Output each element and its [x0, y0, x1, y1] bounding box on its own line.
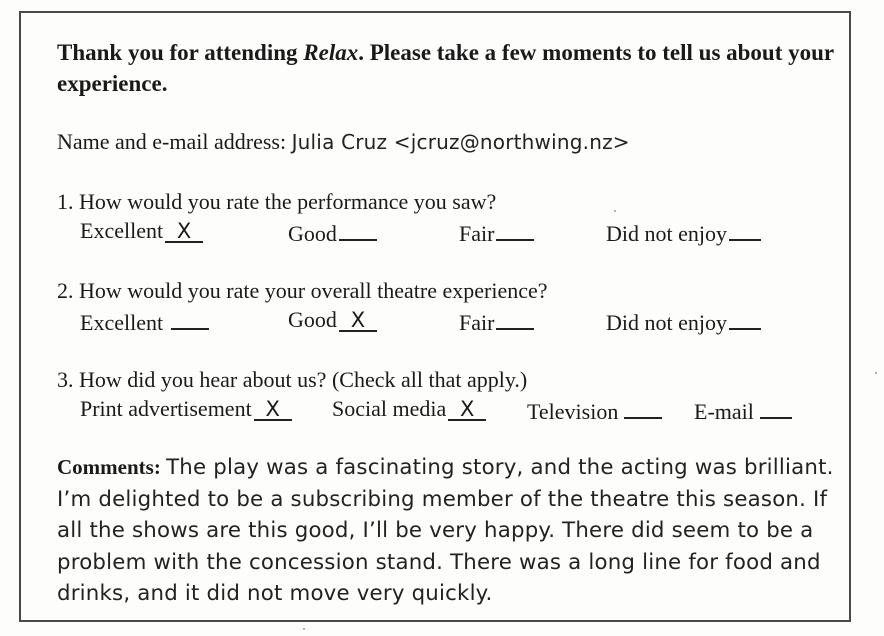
q2-option-did-not-enjoy[interactable]: [606, 306, 761, 337]
scan-speck: [614, 210, 616, 212]
intro-suffix: . Please take a few moments to tell us about your experience.: [57, 40, 834, 96]
q2-option-good[interactable]: [288, 306, 377, 334]
option-label: Did not enjoy: [606, 221, 727, 246]
answer-blank[interactable]: [760, 395, 792, 419]
option-label: Good: [288, 221, 337, 246]
q2-option-fair[interactable]: [459, 306, 534, 337]
scan-speck: [875, 372, 877, 374]
scan-speck: [303, 628, 305, 630]
q3-option-social-media[interactable]: [332, 395, 486, 423]
check-mark: X: [176, 219, 192, 243]
show-title: Relax: [303, 40, 359, 65]
answer-blank[interactable]: [254, 397, 292, 421]
option-label: Print advertisement: [80, 396, 252, 421]
intro-text: [57, 37, 847, 99]
q1-option-excellent[interactable]: [80, 217, 203, 245]
check-mark: X: [460, 397, 475, 421]
question-3-text: 3. How did you hear about us? (Check all that apply.): [57, 367, 528, 392]
option-label: Fair: [459, 310, 495, 335]
option-label: Television: [527, 399, 619, 424]
question-2-text: 2. How would you rate your overall theatre experience?: [57, 278, 548, 303]
answer-blank[interactable]: [165, 219, 203, 243]
name-email-line: [57, 128, 630, 156]
option-label: E-mail: [694, 399, 754, 424]
answer-blank[interactable]: [496, 306, 534, 330]
q2-option-excellent[interactable]: [80, 306, 209, 337]
check-mark: X: [265, 397, 280, 421]
answer-blank[interactable]: [339, 217, 377, 241]
answer-blank[interactable]: [496, 217, 534, 241]
q1-option-fair[interactable]: [459, 217, 534, 248]
intro-prefix: Thank you for attending: [57, 40, 304, 65]
option-label: Excellent: [80, 310, 164, 335]
q3-option-print-advertisement[interactable]: [80, 395, 292, 423]
question-1-text: 1. How would you rate the performance you saw?: [57, 189, 497, 214]
q3-option-email[interactable]: [694, 395, 792, 426]
answer-blank[interactable]: [729, 306, 761, 330]
check-mark: X: [350, 308, 366, 332]
q1-option-did-not-enjoy[interactable]: [606, 217, 761, 248]
option-label: Did not enjoy: [606, 310, 727, 335]
option-label: Good: [288, 307, 337, 332]
answer-blank[interactable]: [729, 217, 761, 241]
option-label: Social media: [332, 396, 447, 421]
q1-option-good[interactable]: [288, 217, 377, 248]
answer-blank[interactable]: [171, 306, 209, 330]
comments-text[interactable]: The play was a fascinating story, and the acting was brilliant. I’m delighted to be a subscribing member of the theatre this season. If all the shows are this good, I’ll be very happy. There did seem to be a problem with the concession stand. There was a long line for food and drinks, and it did not move very quickly.: [57, 455, 834, 606]
name-email-value[interactable]: Julia Cruz <jcruz@northwing.nz>: [291, 130, 630, 154]
name-email-label: Name and e-mail address:: [57, 129, 287, 154]
answer-blank[interactable]: [448, 397, 486, 421]
answer-blank[interactable]: [624, 395, 662, 419]
comments-section: [57, 452, 837, 610]
q3-option-television[interactable]: [527, 395, 662, 426]
option-label: Excellent: [80, 218, 164, 243]
answer-blank[interactable]: [339, 308, 377, 332]
option-label: Fair: [459, 221, 495, 246]
comments-label: Comments:: [57, 455, 161, 479]
